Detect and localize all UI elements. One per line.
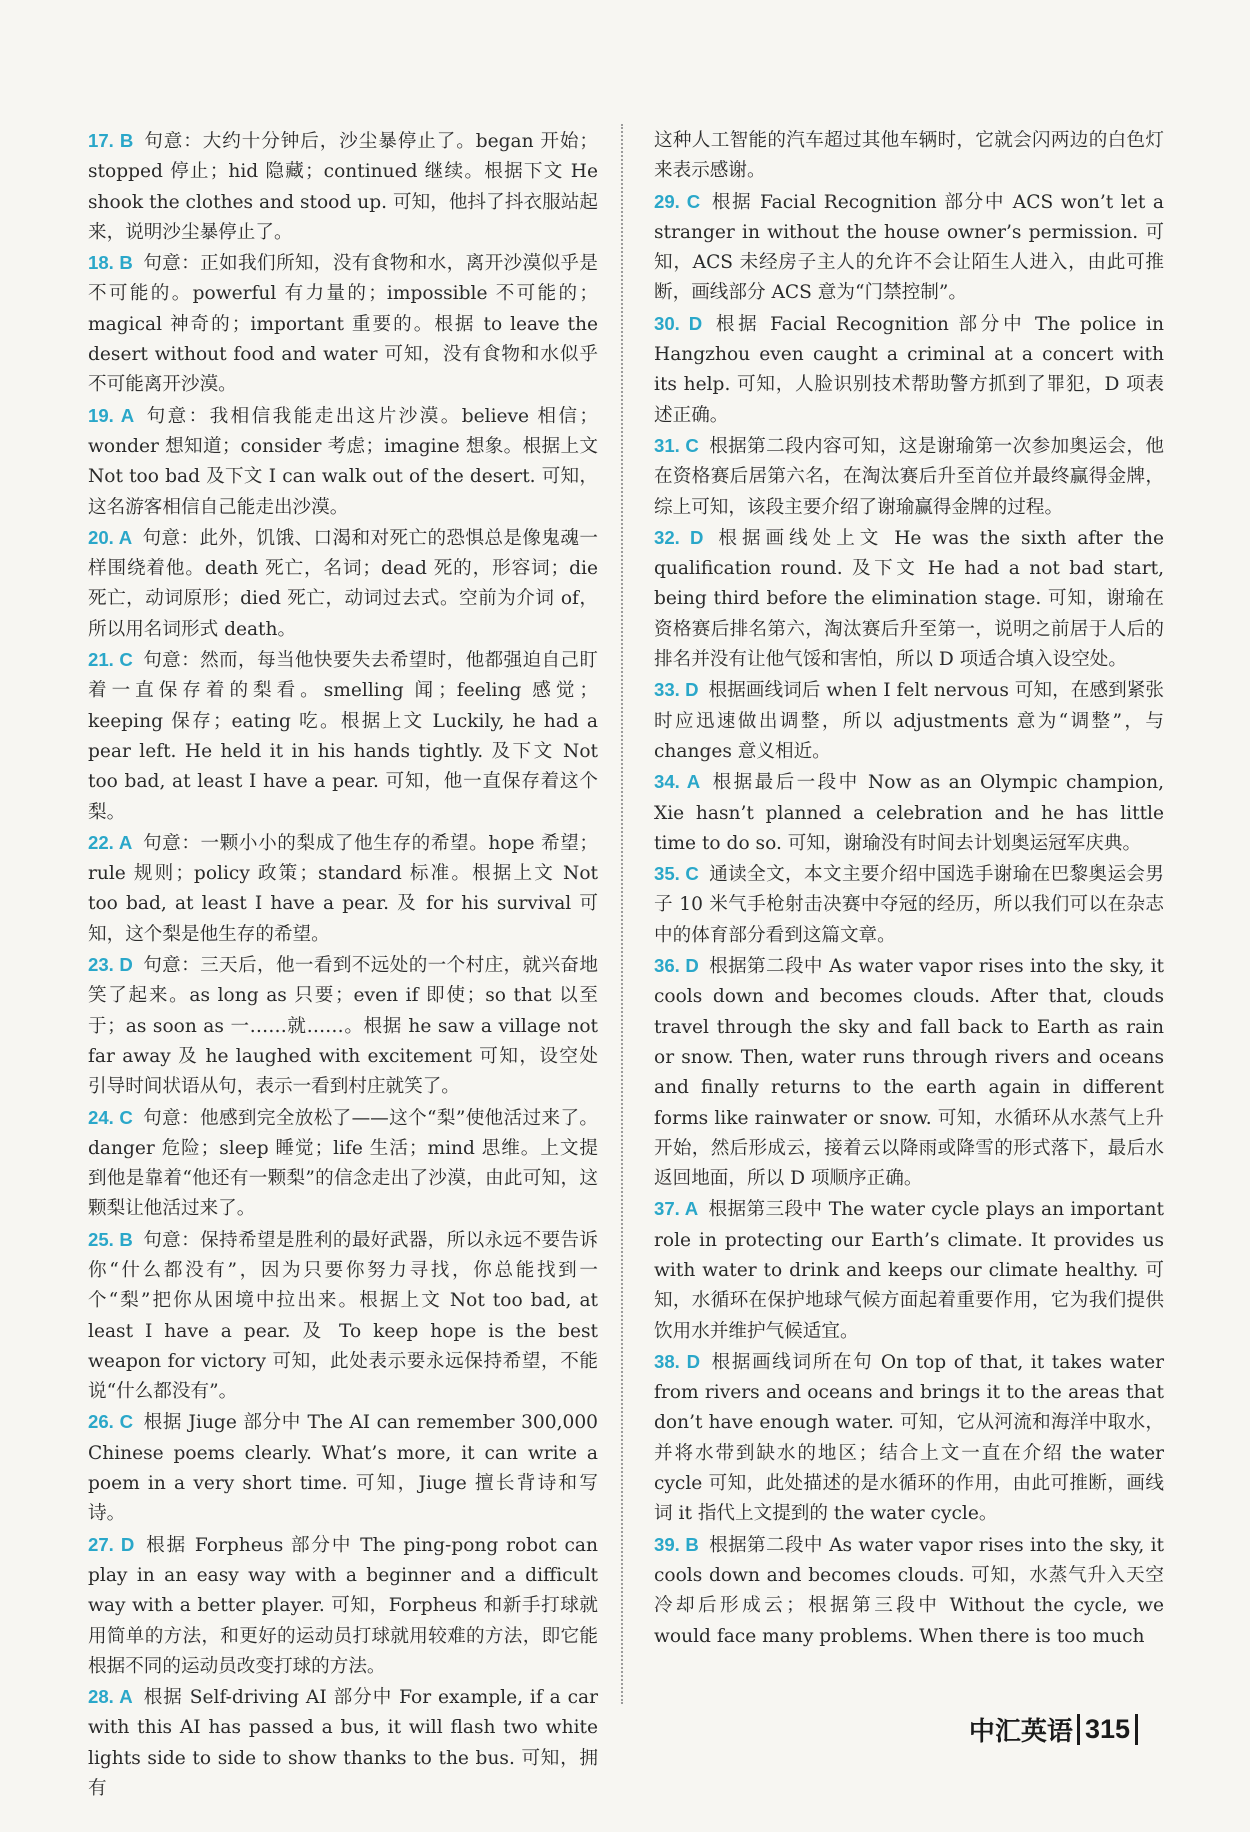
answer-entry xyxy=(654,126,1164,187)
left-column xyxy=(88,126,598,1804)
answer-number: 38. D xyxy=(654,1350,701,1372)
answer-explanation: 根据最后一段中 Now as an Olympic champion, Xie hasn’t planned a celebration and he has little time to do so. 可知，谢瑜没有时间去计划奥运冠军庆典。 xyxy=(654,772,1164,854)
answer-explanation: 根据画线词后 when I felt nervous 可知，在感到紧张时应迅速做出调整，所以 adjustments 意为“调整”，与 changes 意义相近。 xyxy=(654,680,1164,762)
answer-explanation: 这种人工智能的汽车超过其他车辆时，它就会闪两边的白色灯来表示感谢。 xyxy=(654,130,1164,182)
answer-number: 30. D xyxy=(654,312,703,334)
answer-number: 34. A xyxy=(654,771,701,793)
answer-number: 31. C xyxy=(654,434,699,456)
answer-number: 19. A xyxy=(88,404,135,426)
answer-entry xyxy=(654,1194,1164,1346)
answer-number: 24. C xyxy=(88,1106,133,1128)
answer-number: 26. C xyxy=(88,1411,134,1433)
answer-explanation: 通读全文，本文主要介绍中国选手谢瑜在巴黎奥运会男子 10 米气手枪射击决赛中夺冠的经历，所以我们可以在杂志中的体育部分看到这篇文章。 xyxy=(654,864,1164,946)
answer-entry xyxy=(654,675,1164,767)
page-number: 315 xyxy=(1077,1714,1138,1745)
answer-explanation: 根据第二段内容可知，这是谢瑜第一次参加奥运会，他在资格赛后居第六名，在淘汰赛后升至首位并最终赢得金牌，综上可知，该段主要介绍了谢瑜赢得金牌的过程。 xyxy=(654,435,1164,518)
answer-number: 18. B xyxy=(88,252,133,274)
answer-entry xyxy=(88,523,598,645)
answer-number: 32. D xyxy=(654,526,704,548)
answer-number: 23. D xyxy=(88,954,133,976)
answer-explanation: 句意：大约十分钟后，沙尘暴停止了。began 开始；stopped 停止；hid 隐藏；continued 继续。根据下文 He shook the clothes and stood up. 可知，他抖了抖衣服站起来，说明沙尘暴停止了。 xyxy=(88,131,599,243)
answer-explanation: 句意：三天后，他一看到不远处的一个村庄，就兴奋地笑了起来。as long as 只要；even if 即使；so that 以至于；as soon as 一……就……。根据 he saw a village not far away 及 he laughed with excitement 可知，设空处引导时间状语从句，表示一看到村庄就笑了。 xyxy=(88,955,598,1098)
answer-explanation: 根据第三段中 The water cycle plays an important role in protecting our Earth’s climate. It provides us with water to drink and keeps our climate healthy. 可知，水循环在保护地球气候方面起着重要作用，它为我们提供饮用水并维护气候适宜。 xyxy=(654,1199,1164,1342)
answer-number: 37. A xyxy=(654,1198,699,1220)
answer-explanation: 句意：正如我们所知，没有食物和水，离开沙漠似乎是不可能的。powerful 有力量的；impossible 不可能的；magical 神奇的；important 重要的。根据 to leave the desert without food and water 可知，没有食物和水似乎不可能离开沙漠。 xyxy=(88,253,598,396)
answer-entry xyxy=(88,950,598,1102)
answer-entry xyxy=(88,1225,598,1408)
answer-explanation: 句意：此外，饥饿、口渴和对死亡的恐惧总是像鬼魂一样围绕着他。death 死亡，名词；dead 死的，形容词；die 死亡，动词原形；died 死亡，动词过去式。空前为介词 of，所以用名词形式 death。 xyxy=(88,527,598,640)
right-column xyxy=(654,126,1164,1652)
answer-entry xyxy=(88,126,598,248)
answer-entry xyxy=(654,309,1164,431)
answer-entry xyxy=(654,1347,1164,1530)
answer-entry xyxy=(88,1103,598,1225)
answer-number: 27. D xyxy=(88,1533,135,1555)
answer-number: 28. A xyxy=(88,1686,133,1708)
answer-explanation: 根据 Facial Recognition 部分中 The police in Hangzhou even caught a criminal at a concert with its help. 可知，人脸识别技术帮助警方抓到了罪犯，D 项表述正确。 xyxy=(654,313,1164,426)
answer-number: 17. B xyxy=(88,130,134,151)
answer-explanation: 根据 Facial Recognition 部分中 ACS won’t let a stranger in without the house owner’s permission. 可知，ACS 未经房子主人的允许不会让陌生人进入，由此可推断，画线部分 ACS 意为“门禁控制”。 xyxy=(654,191,1164,304)
answer-entry xyxy=(88,828,598,950)
answer-explanation: 句意：我相信我能走出这片沙漠。believe 相信；wonder 想知道；consider 考虑；imagine 想象。根据上文 Not too bad 及下文 I can walk out of the desert. 可知，这名游客相信自己能走出沙漠。 xyxy=(88,405,598,518)
answer-entry xyxy=(654,523,1164,675)
answer-entry xyxy=(654,187,1164,309)
answer-explanation: 根据第二段中 As water vapor rises into the sky, it cools down and becomes clouds. 可知，水蒸气升入天空冷却后形成云；根据第三段中 Without the cycle, we would face many problems. When there is too much xyxy=(654,1534,1164,1647)
answer-entry xyxy=(654,951,1164,1194)
answer-number: 33. D xyxy=(654,679,699,701)
answer-entry xyxy=(88,645,598,828)
answer-entry xyxy=(88,1530,598,1682)
column-divider xyxy=(621,124,623,1704)
answer-entry xyxy=(654,767,1164,859)
answer-entry xyxy=(88,1407,598,1529)
answer-number: 29. C xyxy=(654,190,701,212)
answer-number: 36. D xyxy=(654,955,699,977)
answer-entry xyxy=(88,1682,598,1804)
answer-entry xyxy=(654,1530,1164,1652)
answer-entry xyxy=(654,431,1164,523)
answer-number: 22. A xyxy=(88,831,133,853)
answer-number: 35. C xyxy=(654,863,699,885)
book-title: 中汇英语 xyxy=(968,1716,1073,1746)
answer-explanation: 句意：一颗小小的梨成了他生存的希望。hope 希望；rule 规则；policy 政策；standard 标准。根据上文 Not too bad, at least I have a pear. 及 for his survival 可知，这个梨是他生存的希望。 xyxy=(88,832,598,945)
answer-explanation: 根据画线词所在句 On top of that, it takes water from rivers and oceans and brings it to the areas that don’t have enough water. 可知，它从河流和海洋中取水，并将水带到缺水的地区；结合上文一直在介绍 the water cycle 可知，此处描述的是水循环的作用，由此可推断，画线词 it 指代上文提到的 the water cycle。 xyxy=(654,1351,1164,1525)
answer-explanation: 根据画线处上文 He was the sixth after the qualification round. 及下文 He had a not bad start, being third before the elimination stage. 可知，谢瑜在资格赛后排名第六，淘汰赛后升至第一，说明之前居于人后的排名并没有让他气馁和害怕，所以 D 项适合填入设空处。 xyxy=(654,527,1164,671)
answer-explanation: 句意：他感到完全放松了——这个“梨”使他活过来了。danger 危险；sleep 睡觉；life 生活；mind 思维。上文提到他是靠着“他还有一颗梨”的信念走出了沙漠，由此可知，这颗梨让他活过来了。 xyxy=(88,1107,598,1220)
answer-explanation: 根据 Self-driving AI 部分中 For example, if a car with this AI has passed a bus, it will flash two white lights side to side to show thanks to the bus. 可知，拥有 xyxy=(88,1687,598,1800)
answer-number: 20. A xyxy=(88,526,133,548)
answer-explanation: 根据第二段中 As water vapor rises into the sky, it cools down and becomes clouds. After that, clouds travel through the sky and fall back to Earth as rain or snow. Then, water runs through rivers and oceans and finally returns to the earth again in different forms like rainwater or snow. 可知，水循环从水蒸气上升开始，然后形成云，接着云以降雨或降雪的形式落下，最后水返回地面，所以 D 项顺序正确。 xyxy=(654,956,1164,1190)
answer-explanation: 根据 Forpheus 部分中 The ping-pong robot can play in an easy way with a beginner and a difficult way with a better player. 可知，Forpheus 和新手打球就用简单的方法，和更好的运动员打球就用较难的方法，即它能根据不同的运动员改变打球的方法。 xyxy=(88,1534,598,1677)
answer-explanation: 句意：然而，每当他快要失去希望时，他都强迫自己盯着一直保存着的梨看。smelling 闻；feeling 感觉；keeping 保存；eating 吃。根据上文 Luckily, he had a pear left. He held it in his hands tightly. 及下文 Not too bad, at least I have a pear. 可知，他一直保存着这个梨。 xyxy=(88,650,598,823)
answer-explanation: 句意：保持希望是胜利的最好武器，所以永远不要告诉你“什么都没有”，因为只要你努力寻找，你总能找到一个“梨”把你从困境中拉出来。根据上文 Not too bad, at least I have a pear. 及 To keep hope is the best weapon for victory 可知，此处表示要永远保持希望，不能说“什么都没有”。 xyxy=(88,1229,598,1403)
answer-entry xyxy=(88,401,598,523)
answer-number: 39. B xyxy=(654,1533,699,1555)
answer-number: 25. B xyxy=(88,1228,133,1250)
answer-explanation: 根据 Jiuge 部分中 The AI can remember 300,000 Chinese poems clearly. What’s more, it can write a poem in a very short time. 可知，Jiuge 擅长背诗和写诗。 xyxy=(88,1412,598,1525)
answer-number: 21. C xyxy=(88,649,133,671)
page-footer xyxy=(969,1711,1138,1748)
answer-entry xyxy=(654,859,1164,951)
answer-entry xyxy=(88,248,598,400)
